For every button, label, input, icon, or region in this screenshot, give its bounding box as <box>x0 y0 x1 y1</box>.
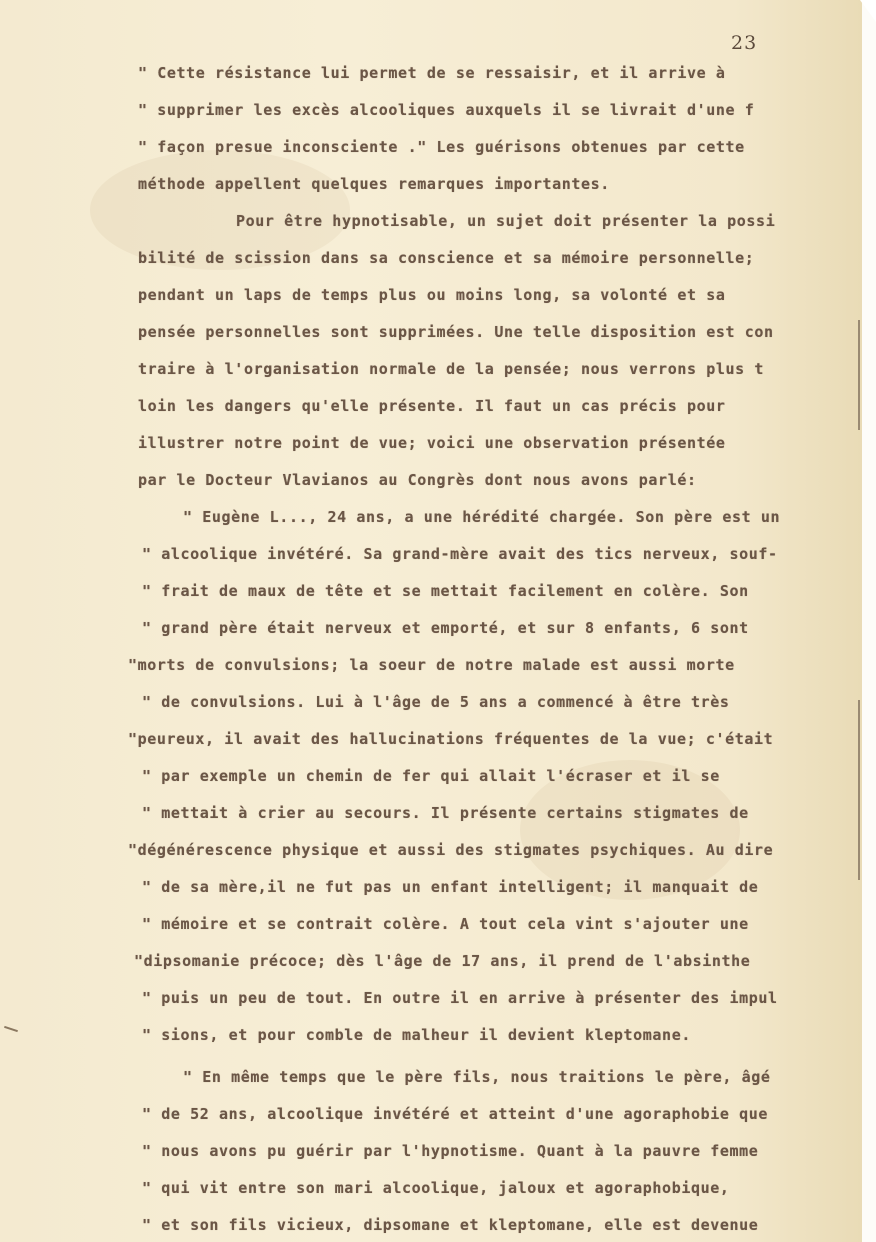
text-line: "peureux, il avait des hallucinations fréquentes de la vue; c'était <box>128 730 774 748</box>
text-line: " nous avons pu guérir par l'hypnotisme. Quant à la pauvre femme <box>142 1142 759 1160</box>
text-line: " En même temps que le père fils, nous traitions le père, âgé <box>183 1068 771 1086</box>
text-line: méthode appellent quelques remarques importantes. <box>138 175 610 193</box>
text-line: "dégénérescence physique et aussi des stigmates psychiques. Au dire <box>128 841 774 859</box>
text-line: " sions, et pour comble de malheur il devient kleptomane. <box>142 1026 691 1044</box>
page-number: 23 <box>731 32 758 54</box>
text-line: " Cette résistance lui permet de se ressaisir, et il arrive à <box>138 64 726 82</box>
text-line: pendant un laps de temps plus ou moins long, sa volonté et sa <box>138 286 726 304</box>
text-line: " de convulsions. Lui à l'âge de 5 ans a commencé à être très <box>142 693 730 711</box>
corner-fold <box>860 0 876 22</box>
text-line: " mettait à crier au secours. Il présente certains stigmates de <box>142 804 749 822</box>
text-line: " alcoolique invétéré. Sa grand-mère avait des tics nerveux, souf- <box>142 545 778 563</box>
text-line: " frait de maux de tête et se mettait facilement en colère. Son <box>142 582 749 600</box>
text-line: illustrer notre point de vue; voici une observation présentée <box>138 434 726 452</box>
text-line: loin les dangers qu'elle présente. Il faut un cas précis pour <box>138 397 726 415</box>
text-line: pensée personnelles sont supprimées. Une telle disposition est con <box>138 323 774 341</box>
text-line: "morts de convulsions; la soeur de notre malade est aussi morte <box>128 656 735 674</box>
text-line: " supprimer les excès alcooliques auxquels il se livrait d'une f <box>138 101 755 119</box>
margin-mark <box>4 1026 18 1032</box>
text-line: " puis un peu de tout. En outre il en arrive à présenter des impul <box>142 989 778 1007</box>
text-line: "dipsomanie précoce; dès l'âge de 17 ans, il prend de l'absinthe <box>134 952 751 970</box>
margin-rule <box>858 700 860 880</box>
text-line: Pour être hypnotisable, un sujet doit présenter la possi <box>236 212 776 230</box>
text-line: bilité de scission dans sa conscience et sa mémoire personnelle; <box>138 249 755 267</box>
text-line: " façon presue inconsciente ." Les guérisons obtenues par cette <box>138 138 745 156</box>
text-line: " mémoire et se contrait colère. A tout cela vint s'ajouter une <box>142 915 749 933</box>
margin-rule <box>858 320 860 430</box>
text-line: " de 52 ans, alcoolique invétéré et atteint d'une agoraphobie que <box>142 1105 768 1123</box>
text-line: " Eugène L..., 24 ans, a une hérédité chargée. Son père est un <box>183 508 781 526</box>
text-line: " grand père était nerveux et emporté, et sur 8 enfants, 6 sont <box>142 619 749 637</box>
text-line: " de sa mère,il ne fut pas un enfant intelligent; il manquait de <box>142 878 759 896</box>
text-line: traire à l'organisation normale de la pensée; nous verrons plus t <box>138 360 764 378</box>
text-line: " et son fils vicieux, dipsomane et kleptomane, elle est devenue <box>142 1216 759 1234</box>
text-line: par le Docteur Vlavianos au Congrès dont nous avons parlé: <box>138 471 697 489</box>
text-line: " qui vit entre son mari alcoolique, jaloux et agoraphobique, <box>142 1179 730 1197</box>
text-line: " par exemple un chemin de fer qui allait l'écraser et il se <box>142 767 720 785</box>
page-edge <box>862 0 876 1242</box>
